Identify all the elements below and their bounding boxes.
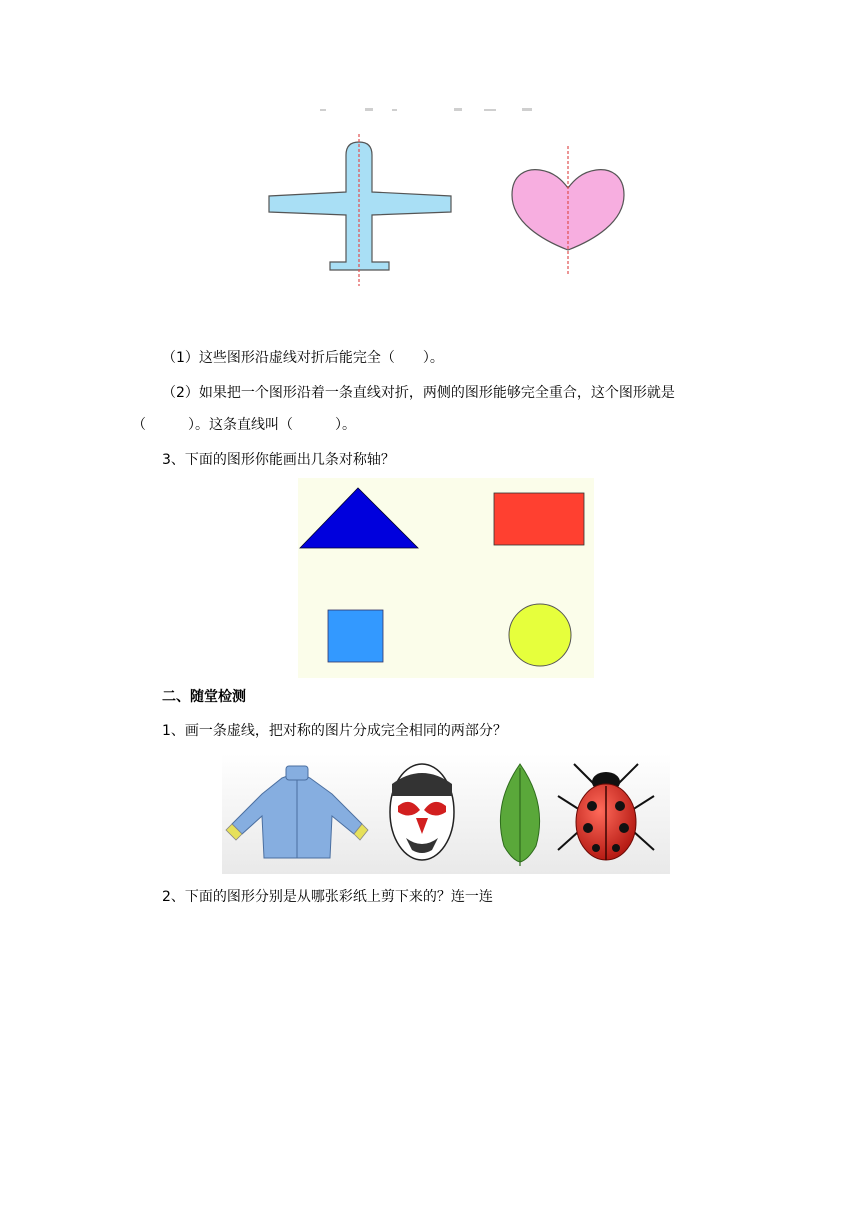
question-1-2-line2: （ ）。这条直线叫（ ）。 — [132, 417, 356, 433]
symmetric-pictures-svg — [222, 754, 670, 874]
rectangle-shape — [494, 493, 584, 545]
symmetric-pictures-figure — [222, 754, 670, 874]
airplane-shape — [269, 142, 451, 270]
symmetry-figure-svg — [262, 100, 632, 300]
symmetry-figure — [262, 100, 632, 300]
basic-shapes-svg — [298, 478, 594, 678]
basic-shapes-figure — [298, 478, 594, 678]
square-shape — [328, 610, 383, 662]
question-3: 3、下面的图形你能画出几条对称轴？ — [162, 452, 395, 468]
section-2-question-1: 1、画一条虚线，把对称的图片分成完全相同的两部分？ — [162, 723, 507, 739]
opera-mask-picture — [390, 764, 454, 860]
circle-shape — [509, 604, 571, 666]
faint-marks — [320, 108, 532, 111]
question-1-1: （1）这些图形沿虚线对折后能完全（ ）。 — [162, 350, 444, 366]
section-2-title: 二、随堂检测 — [162, 689, 246, 705]
question-1-2-line1: （2）如果把一个图形沿着一条直线对折，两侧的图形能够完全重合，这个图形就是 — [162, 385, 675, 401]
section-2-question-2: 2、下面的图形分别是从哪张彩纸上剪下来的？连一连 — [162, 889, 493, 905]
